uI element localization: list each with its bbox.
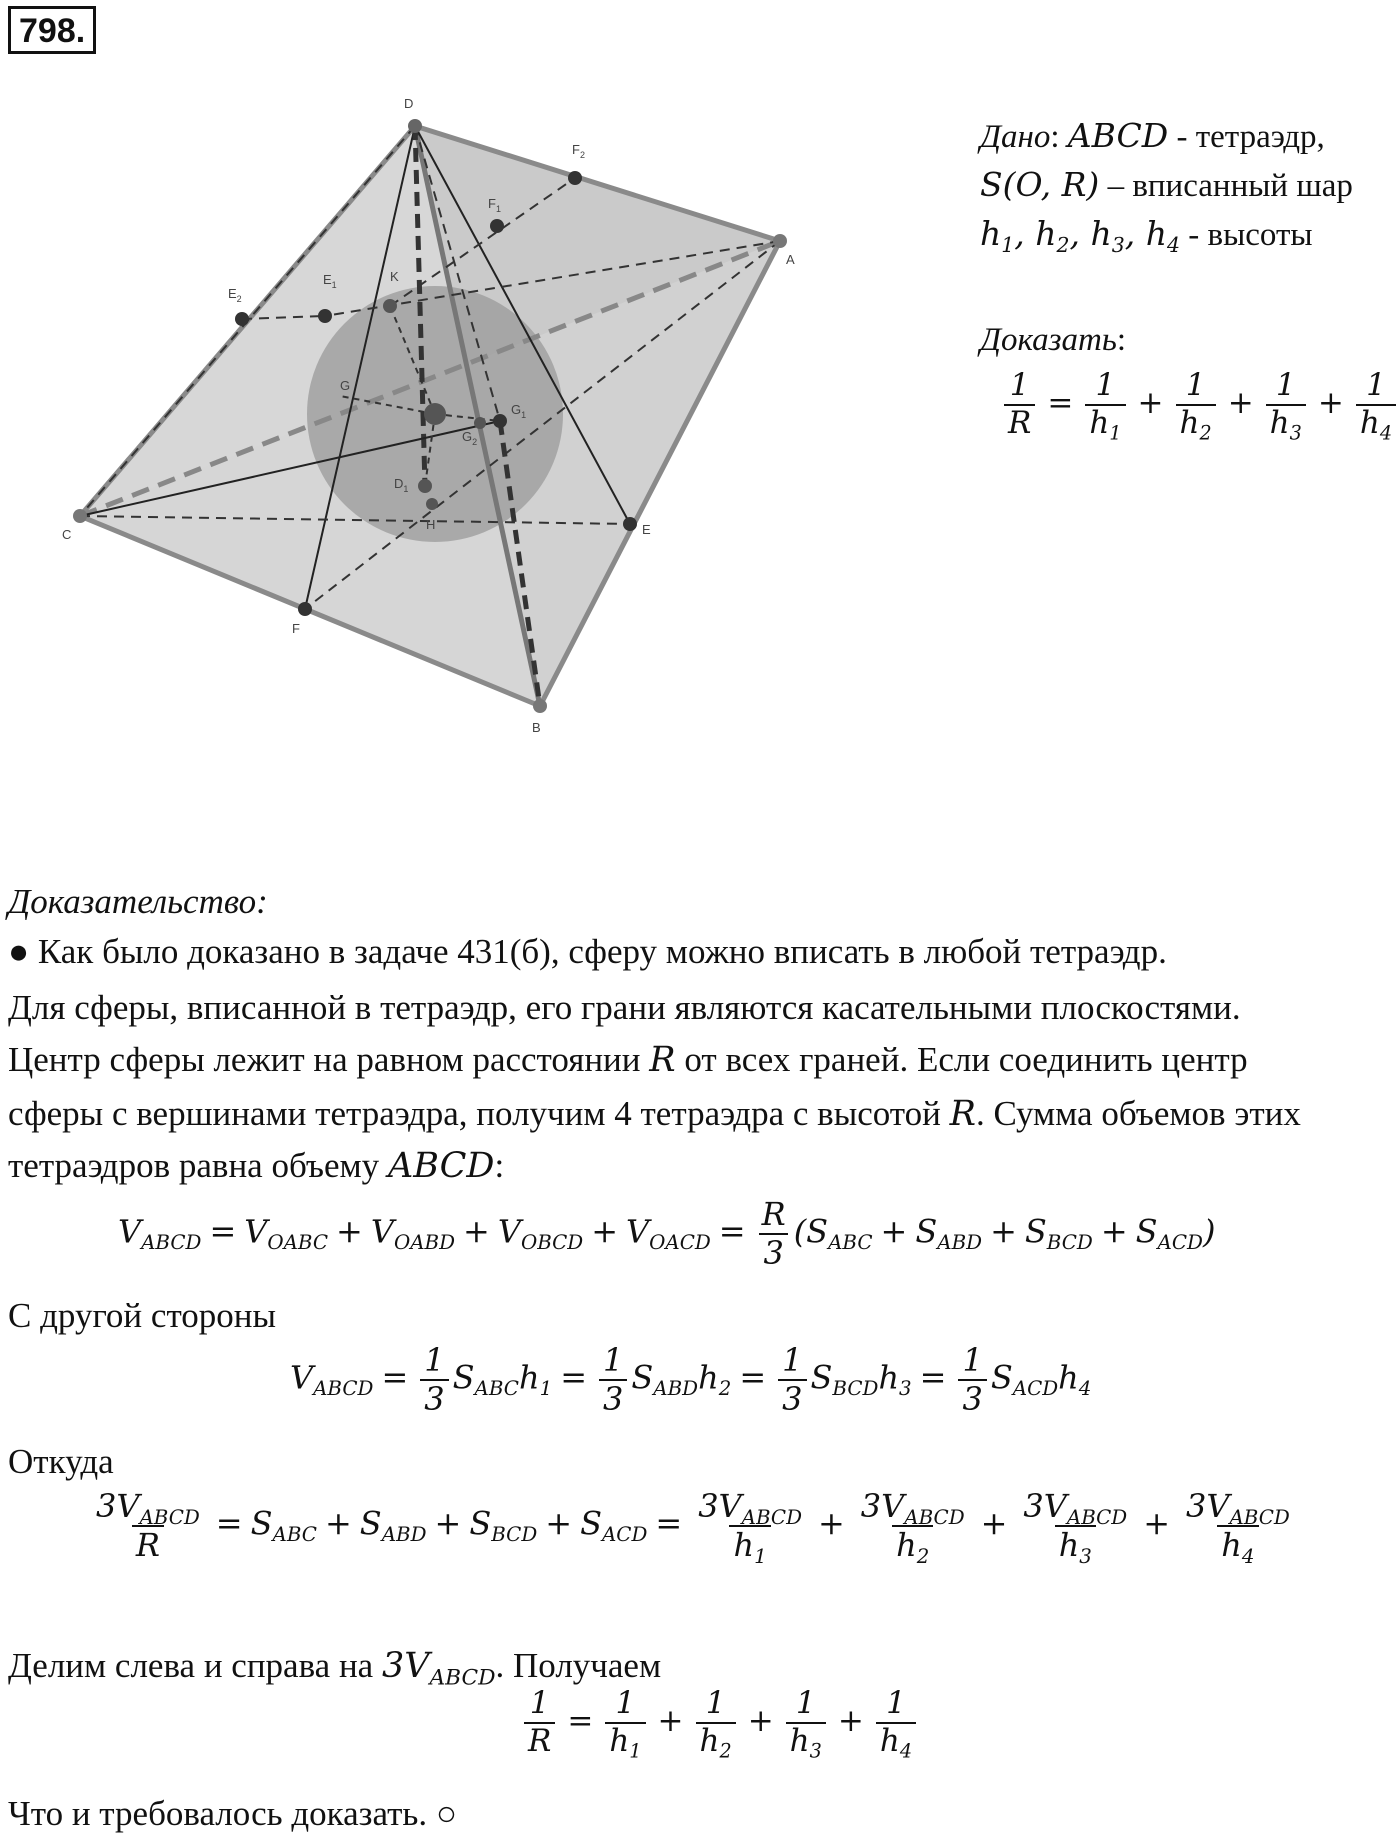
other-side-label: С другой стороны: [8, 1296, 277, 1335]
point-F2: [568, 171, 582, 185]
label-F2: $F_2$: [572, 142, 585, 160]
label-G: G: [340, 378, 351, 393]
proof-label: Доказательство:: [8, 882, 268, 921]
point-G2: [474, 417, 486, 429]
point-D1: [418, 479, 432, 493]
given-label: Дано: [980, 119, 1051, 155]
point-F1: [490, 219, 504, 233]
label-B: B: [532, 720, 541, 735]
given-math-1: ABCD: [1067, 116, 1169, 155]
proof-line-5: тетраэдров равна объему ABCD:: [8, 1146, 505, 1186]
label-H: H: [426, 517, 436, 532]
point-C: [73, 509, 87, 523]
point-D: [408, 119, 422, 133]
prove-block: Доказать:: [980, 322, 1127, 358]
label-K: K: [390, 269, 399, 284]
given-text-2: – вписанный шар: [1099, 168, 1353, 204]
volume-height-formula: $V_{ABCD}$ = $\frac{1}{3}$ $S_{ABC}h_1$ = $\frac{1}{3}$ $S_{ABD}h_2$ = $\frac{1}{3}$ $S_{BCD}h_3$ = $\frac{1}{3}$ $S_{ACD}h_4$: [290, 1341, 1092, 1418]
point-F: [298, 602, 312, 616]
label-F: F: [292, 621, 300, 636]
label-C: C: [62, 527, 72, 542]
tetrahedron-figure: [62, 96, 930, 866]
proof-line-4: сферы с вершинами тетраэдра, получим 4 тетраэдра с высотой R. Сумма объемов этих: [8, 1094, 1301, 1134]
divide-line: Делим слева и справа на $3V_{ABCD}$. Получаем: [8, 1646, 662, 1691]
point-B: [533, 699, 547, 713]
label-D: D: [404, 96, 414, 111]
prove-label: Доказать: [980, 322, 1117, 358]
label-G2: $G_2$: [462, 429, 478, 447]
point-E1: [318, 309, 332, 323]
volume-sum-formula: $V_{ABCD} = V_{OABC} + V_{OABD} + V_{OBCD} + V_{OACD}$ = $\frac{R}{3}$ $(S_{ABC} + S_{ABD} + S_{BCD} + S_{ACD})$: [118, 1195, 1216, 1272]
given-text-3: - высоты: [1180, 217, 1313, 253]
label-G1: $G_1$: [511, 402, 527, 420]
point-E2: [235, 312, 249, 326]
given-text-1: - тетраэдр,: [1168, 119, 1325, 155]
label-E1: $E_1$: [323, 272, 337, 290]
result-formula: $\frac{1}{R}$ = $\frac{1}{h_1}$ + $\frac{1}{h_2}$ + $\frac{1}{h_3}$ + $\frac{1}{h_4}$: [520, 1686, 920, 1759]
qed-line: Что и требовалось доказать. ○: [8, 1794, 458, 1833]
label-D1: $D_1$: [394, 476, 409, 494]
proof-line-2: Для сферы, вписанной в тетраэдр, его грани являются касательными плоскостями.: [8, 988, 1241, 1027]
problem-number: 798.: [8, 6, 96, 54]
label-E2: $E_2$: [228, 286, 242, 304]
point-K: [383, 299, 397, 313]
proof-line-1: ● Как было доказано в задаче 431(б), сферу можно вписать в любой тетраэдр.: [8, 932, 1167, 971]
given-math-2: S(O, R): [980, 165, 1100, 204]
point-G1: [493, 414, 507, 428]
point-E: [623, 517, 637, 531]
whence-label: Откуда: [8, 1442, 114, 1481]
given-block: Дано: ABCD - тетраэдр, S(O, R) – вписанный шар $h_1$, $h_2$, $h_3$, $h_4$ - высоты: [980, 116, 1353, 258]
point-H: [426, 498, 438, 510]
proof-line-3: Центр сферы лежит на равном расстоянии R от всех граней. Если соединить центр: [8, 1040, 1248, 1080]
prove-formula: $\frac{1}{R}$ = $\frac{1}{h_1}$ + $\frac{1}{h_2}$ + $\frac{1}{h_3}$ + $\frac{1}{h_4}$: [1000, 368, 1400, 441]
label-F1: $F_1$: [488, 196, 501, 214]
label-A: A: [786, 252, 795, 267]
point-A: [773, 234, 787, 248]
label-E: E: [642, 522, 651, 537]
point-O: [424, 403, 446, 425]
area-sum-formula: $\frac{3V_{ABCD}}{R}$ = $S_{ABC} + S_{ABD} + S_{BCD} + S_{ACD}$ = $\frac{3V_{ABCD}}{h_1}$ + $\frac{3V_{ABCD}}{h_2}$ + $\frac{3V_{ABCD}}{h_3}$ + $\frac{3V_{ABCD}}{h_4}$: [96, 1487, 1290, 1568]
